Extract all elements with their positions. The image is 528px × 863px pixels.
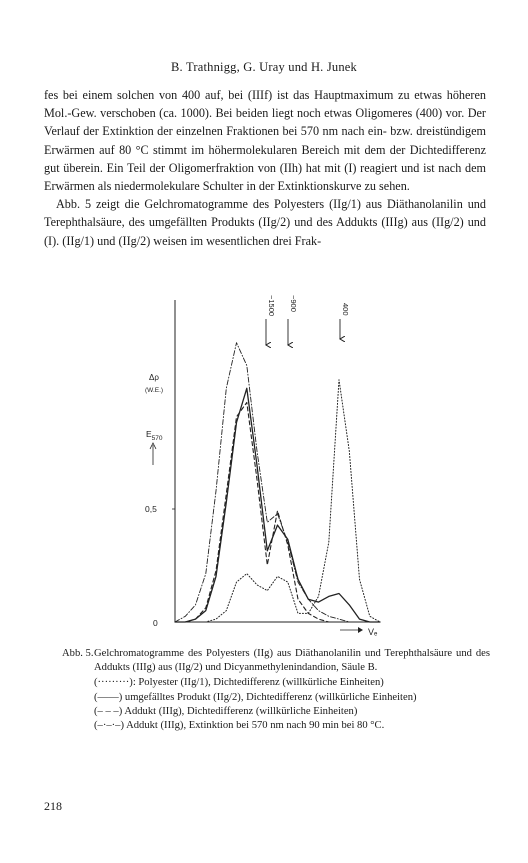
density-axis-label: Δρ: [149, 373, 159, 382]
legend-text: Addukt (IIIg), Extinktion bei 570 nm nach 90 min bei 80 °C.: [124, 720, 385, 732]
peak-marker: [340, 303, 350, 339]
peak-marker: [288, 295, 298, 345]
axes: [172, 300, 370, 622]
legend-item: [94, 691, 490, 705]
extinction-subscript: 570: [151, 435, 163, 442]
paragraph: Abb. 5 zeigt die Gelchromatogramme des Polyesters (IIg/1) aus Diäthanolanilin und Terephthalsäure, des umgefällten Produkts (IIg/2) und des Addukts (IIIg) aus (IIg/2) und (I). (IIg/1) und (IIg/2) weisen im wesentlichen drei Frak-: [44, 197, 486, 248]
gel-chromatogram-chart: [140, 285, 400, 645]
peak-markers: [266, 295, 350, 345]
series-group: [175, 343, 380, 622]
legend-marker: (– – –): [94, 705, 123, 717]
page-number: 218: [44, 799, 62, 813]
peak-marker-label: 400: [341, 303, 350, 316]
paragraph: fes bei einem solchen von 400 auf, bei (IIIf) ist das Hauptmaximum zu etwas höheren Mol.-Gew. verschoben (ca. 1000). Bei beiden liegt noch etwas Oligomeres (400) vor. Der Verlauf der Extinktion der einzelnen Fraktionen bei 570 nm nach ein- bzw. dreistündigem Erwärmen auf 80 °C stimmt im höhermolekularen Bereich mit dem der Dichtedifferenz gut überein. Ein Teil der Oligomerfraktion von (IIh) hat mit (I) reagiert und ist nach dem Erwärmen als niedermolekulare Schulter in der Extinktionskurve zu sehen.: [44, 88, 486, 194]
x-axis-arrow-head: [358, 627, 363, 633]
caption-label: Abb. 5.: [62, 648, 94, 659]
figure: [140, 285, 400, 650]
legend-marker: (–·–·–): [94, 720, 125, 732]
running-header: B. Trathnigg, G. Uray und H. Junek: [171, 60, 357, 74]
legend-item: [94, 676, 490, 690]
peak-marker: [266, 295, 276, 345]
body-text: [44, 86, 486, 250]
legend-item: [94, 705, 490, 719]
extinction-axis-label: $E_{570}$: [146, 429, 163, 442]
series-line-dotted: [175, 380, 380, 622]
caption-legend: [94, 676, 490, 733]
series-line-dash-dot: [175, 343, 380, 622]
figure-caption: [62, 647, 490, 733]
legend-item: [94, 719, 490, 733]
peak-marker-label: ~1500: [267, 295, 276, 317]
series-line-solid: [175, 388, 380, 622]
y-tick-label: 0,5: [145, 504, 157, 514]
x-axis-label: Vₑ: [368, 627, 378, 637]
peak-marker-label: ~900: [289, 295, 298, 312]
density-axis-unit: (W.E.): [145, 387, 164, 394]
legend-marker: (——): [94, 691, 123, 703]
legend-marker: (·········): [94, 677, 133, 689]
caption-text: Gelchromatogramme des Polyesters (IIg) aus Diäthanolanilin und Terephthalsäure und des Addukts (IIIg) aus (IIg/2) und Dicyanmethylenindandion, Säule B.: [94, 648, 490, 674]
legend-text: Addukt (IIIg), Dichtedifferenz (willkürliche Einheiten): [122, 705, 358, 717]
legend-text: umgefälltes Produkt (IIg/2), Dichtedifferenz (willkürliche Einheiten): [122, 691, 417, 703]
legend-text: : Polyester (IIg/1), Dichtedifferenz (willkürliche Einheiten): [132, 677, 384, 689]
y-tick-label: 0: [153, 618, 158, 628]
series-line-dashed: [175, 403, 380, 623]
